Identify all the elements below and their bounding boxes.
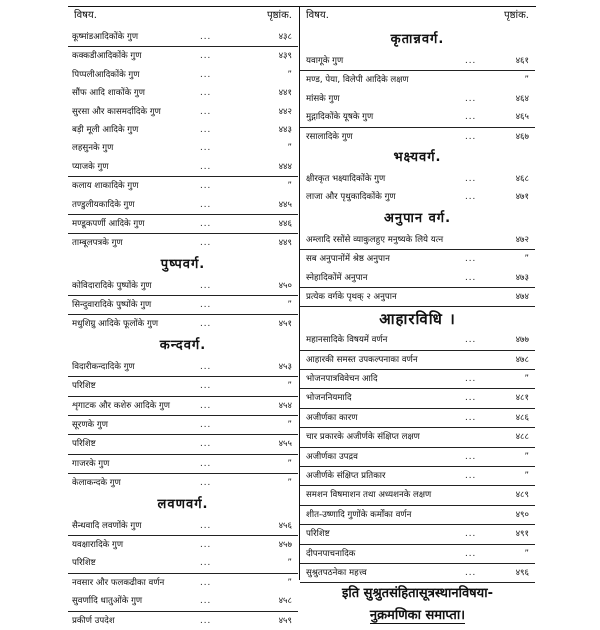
index-entry: [300, 188, 535, 206]
entry-subject: लहसुनके गुण: [72, 143, 114, 154]
entry-subject: परिशिष्ट: [72, 381, 96, 392]
index-entry: [68, 377, 298, 396]
index-entry: [300, 170, 535, 188]
entry-subject: प्याजके गुण: [72, 161, 109, 172]
entry-leader-dots: ...: [200, 478, 212, 489]
entry-leader-dots: ...: [200, 615, 212, 626]
index-entry: [68, 47, 298, 65]
entry-page-number: ४४५: [278, 199, 292, 210]
index-entry: [300, 506, 535, 525]
entry-leader-dots: ...: [465, 335, 477, 346]
colophon-line-2: [300, 605, 535, 627]
entry-page-number: ४६८: [515, 173, 529, 184]
entry-leader-dots: ...: [465, 192, 477, 203]
entry-page-number: ”: [287, 558, 292, 569]
entry-page-number: ४४९: [278, 238, 292, 249]
entry-page-number: ४७१: [515, 192, 529, 203]
entry-page-number: ”: [287, 458, 292, 469]
section-heading: पुष्पवर्ग.: [160, 256, 206, 272]
entry-leader-dots: ...: [200, 280, 212, 291]
entry-page-number: ४६७: [515, 131, 529, 142]
entry-subject: सुवर्णादि धातुओंके गुण: [72, 596, 143, 607]
entry-subject: आहारकी समस्त उपकल्पनाका वर्णन: [306, 354, 418, 365]
index-entry: [300, 564, 535, 583]
entry-page-number: ”: [287, 420, 292, 431]
entry-leader-dots: ...: [200, 539, 212, 550]
section-heading: कृतान्नवर्ग.: [390, 32, 445, 47]
index-entry: [300, 351, 535, 370]
entry-page-number: ४५६: [278, 520, 292, 531]
entry-leader-dots: ...: [200, 420, 212, 431]
entry-subject: सब अनुपानोंमें श्रेष्ठ अनुपान: [306, 254, 390, 265]
entry-subject: मण्डूकपर्णी आदिके गुण: [72, 218, 145, 229]
entry-page-number: ”: [287, 69, 292, 80]
entry-subject: प्रत्येक वर्गके पृथक् २ अनुपान: [306, 291, 397, 302]
index-entry: [300, 108, 535, 127]
entry-subject: भोजनपात्रविवेचन आदि: [306, 374, 378, 385]
entry-page-number: ”: [287, 577, 292, 588]
entry-subject: सिन्दुवारादिके पुष्पोंके गुण: [72, 300, 152, 311]
index-entry: [68, 517, 298, 536]
index-entry: [68, 416, 298, 435]
index-entry: [300, 52, 535, 71]
entry-subject: लाजा और पृथुकादिकोंके गुण: [306, 192, 396, 203]
index-entry: [68, 158, 298, 177]
index-entry: [68, 474, 298, 492]
index-entry: [300, 389, 535, 408]
entry-page-number: ”: [287, 381, 292, 392]
section-heading: लवणवर्ग.: [157, 496, 209, 512]
entry-leader-dots: ...: [200, 218, 212, 229]
entry-leader-dots: ...: [465, 529, 477, 540]
entry-page-number: ४७७: [515, 335, 529, 346]
index-entry: [68, 574, 298, 592]
entry-leader-dots: ...: [200, 381, 212, 392]
entry-leader-dots: ...: [200, 319, 212, 330]
entry-subject: अजीर्णका कारण: [306, 412, 358, 423]
entry-page-number: ४४२: [278, 106, 292, 117]
section-heading: कन्दवर्ग.: [159, 337, 207, 353]
index-entry: [300, 370, 535, 389]
entry-page-number: ४७४: [515, 291, 529, 302]
entry-subject: भोजननियमादि: [306, 393, 352, 404]
entry-subject: मधुशिग्रु आदिके फूलोंके गुण: [72, 319, 159, 330]
section-heading: आहारविधि ।: [379, 310, 456, 329]
entry-leader-dots: ...: [465, 173, 477, 184]
entry-subject: विदारीकन्दादिके गुण: [72, 361, 135, 372]
entry-leader-dots: ...: [200, 558, 212, 569]
entry-leader-dots: ...: [200, 143, 212, 154]
index-entry: [68, 139, 298, 157]
entry-subject: कक्कडीआदिकोंके गुण: [72, 51, 142, 62]
entry-subject: अजीर्णके संक्षिप्त प्रतिकार: [306, 471, 386, 482]
index-entry: [68, 121, 298, 139]
index-entry: [300, 545, 535, 564]
index-entry: [68, 196, 298, 215]
entry-subject: सुश्रुतपठनेका महत्त्व: [306, 567, 367, 578]
entry-page-number: ४३८: [278, 32, 292, 42]
entry-leader-dots: ...: [200, 439, 212, 450]
entry-page-number: ४५०: [278, 280, 292, 291]
index-entry: [68, 358, 298, 377]
entry-leader-dots: ...: [200, 124, 212, 135]
entry-subject: यवागूके गुण: [306, 56, 344, 66]
index-entry: [68, 536, 298, 554]
entry-leader-dots: ...: [200, 238, 212, 249]
right-column-header: [300, 4, 535, 28]
index-entry: [68, 612, 298, 630]
index-entry: [68, 215, 298, 234]
entry-subject: परिशिष्ट: [72, 439, 96, 450]
entry-leader-dots: ...: [200, 32, 212, 42]
entry-leader-dots: ...: [200, 458, 212, 469]
entry-page-number: ”: [524, 254, 529, 265]
entry-subject: सैन्धवादि लवणोंके गुण: [72, 520, 142, 531]
entry-subject: सुरसा और कासमर्दादिके गुण: [72, 106, 161, 117]
entry-page-number: ४८९: [515, 490, 529, 501]
entry-subject: चार प्रकारके अजीर्णके संक्षिप्त लक्षण: [306, 432, 420, 443]
entry-subject: महानसादिके विषयमें वर्णन: [306, 335, 388, 346]
entry-page-number: ”: [287, 143, 292, 154]
entry-subject: मण्ड, पेया, विलेपी आदिके लक्षण: [306, 75, 409, 86]
entry-leader-dots: ...: [200, 88, 212, 99]
entry-subject: केलाकन्दके गुण: [72, 478, 121, 489]
entry-page-number: ”: [524, 374, 529, 385]
index-entry: [300, 525, 535, 544]
entry-page-number: ४५१: [278, 319, 292, 330]
entry-leader-dots: ...: [465, 412, 477, 423]
entry-page-number: ४५४: [278, 400, 292, 411]
entry-subject: शृगाटक और कशेरु आदिके गुण: [72, 400, 171, 411]
index-entry: [300, 288, 535, 307]
entry-leader-dots: ...: [465, 56, 477, 66]
entry-page-number: ४७२: [515, 234, 529, 245]
entry-page-number: ”: [287, 300, 292, 311]
subject-header: विषय.: [306, 10, 329, 21]
entry-leader-dots: ...: [465, 112, 477, 123]
entry-page-number: ”: [524, 451, 529, 462]
entry-page-number: ४६४: [515, 93, 529, 104]
entry-subject: मांसके गुण: [306, 93, 340, 104]
entry-page-number: ४५५: [278, 439, 292, 450]
left-column-header: [68, 4, 298, 28]
entry-page-number: ४३९: [278, 51, 292, 62]
index-entry: [68, 397, 298, 416]
index-entry: [68, 28, 298, 47]
entry-page-number: ४५९: [278, 615, 292, 626]
index-entry: [300, 467, 535, 486]
entry-subject: प्रकीर्ण उपदेश: [72, 615, 115, 626]
entry-subject: रसालादिके गुण: [306, 131, 353, 142]
entry-page-number: ४७३: [515, 272, 529, 283]
colophon-line-2-text: नुक्रमणिका समाप्ता।: [369, 608, 466, 624]
entry-page-number: ४६५: [515, 112, 529, 123]
entry-leader-dots: ...: [200, 361, 212, 372]
entry-subject: पिप्पलीआदिकोंके गुण: [72, 69, 140, 80]
index-entry: [68, 66, 298, 84]
page-number-header: पृष्ठांक.: [503, 10, 529, 21]
entry-leader-dots: ...: [465, 451, 477, 462]
index-entry: [68, 84, 298, 102]
entry-subject: दीपनपाचनादिक: [306, 548, 356, 559]
entry-leader-dots: ...: [200, 577, 212, 588]
entry-leader-dots: ...: [465, 393, 477, 404]
entry-subject: समशन विषमाशन तथा अध्यशनके लक्षण: [306, 490, 432, 501]
entry-page-number: ४४६: [278, 218, 292, 229]
entry-page-number: ४८६: [515, 412, 529, 423]
index-entry: [68, 554, 298, 573]
index-entry: [300, 71, 535, 89]
section-heading: भक्ष्यवर्ग.: [393, 149, 442, 165]
entry-leader-dots: ...: [465, 471, 477, 482]
entry-leader-dots: ...: [200, 520, 212, 531]
index-entry: [300, 231, 535, 250]
entry-page-number: ”: [287, 478, 292, 489]
index-entry: [300, 486, 535, 505]
entry-subject: गाजरके गुण: [72, 458, 110, 469]
entry-page-number: ”: [524, 548, 529, 559]
entry-page-number: ४५३: [278, 361, 292, 372]
entry-page-number: ४४४: [278, 161, 292, 172]
index-entry: [68, 234, 298, 252]
left-column: [68, 4, 298, 626]
entry-page-number: ”: [524, 471, 529, 482]
entry-leader-dots: ...: [200, 400, 212, 411]
subject-header: विषय.: [74, 10, 97, 21]
index-entry: [300, 269, 535, 288]
entry-subject: नवसार और फलकढीका वर्णन: [72, 577, 165, 588]
entry-leader-dots: ...: [200, 300, 212, 311]
entry-leader-dots: ...: [200, 596, 212, 607]
entry-leader-dots: ...: [465, 131, 477, 142]
entry-subject: क्षीरकृत भक्ष्यादिकोंके गुण: [306, 173, 386, 184]
entry-subject: परिशिष्ट: [306, 529, 330, 540]
entry-page-number: ४९०: [515, 509, 529, 520]
entry-leader-dots: ...: [200, 181, 212, 192]
index-entry: [68, 277, 298, 296]
entry-subject: कलाय शाकादिके गुण: [72, 181, 139, 192]
index-entry: [300, 250, 535, 268]
colophon-line-1: इति सुश्रुतसंहितासूत्रस्थानविषया-: [342, 586, 493, 602]
index-entry: [68, 296, 298, 315]
entry-subject: तण्डुलीयकादिके गुण: [72, 199, 135, 210]
entry-leader-dots: ...: [200, 69, 212, 80]
entry-page-number: ४९६: [515, 567, 529, 578]
entry-subject: स्नेहादिकोंमें अनुपान: [306, 272, 368, 283]
entry-leader-dots: ...: [200, 199, 212, 210]
left-entry-list: [68, 28, 298, 630]
entry-subject: ताम्बूलपत्रके गुण: [72, 238, 123, 249]
entry-page-number: ४६१: [515, 56, 529, 66]
index-entry: [300, 409, 535, 428]
index-entry: [68, 592, 298, 611]
index-entry: [300, 128, 535, 146]
entry-page-number: ४७८: [515, 354, 529, 365]
right-entry-list: [300, 28, 535, 583]
entry-subject: कूष्मांडआदिकोंके गुण: [72, 32, 139, 42]
entry-page-number: ४८१: [515, 393, 529, 404]
entry-leader-dots: ...: [465, 567, 477, 578]
entry-subject: अजीर्णका उपद्रव: [306, 451, 358, 462]
entry-page-number: ४५७: [278, 539, 292, 550]
entry-leader-dots: ...: [200, 51, 212, 62]
entry-subject: मुद्गादिकोंके यूषके गुण: [306, 112, 374, 123]
index-entry: [68, 315, 298, 333]
index-entry: [68, 435, 298, 454]
entry-subject: सौंफ आदि शाकोंके गुण: [72, 88, 145, 99]
index-entry: [68, 177, 298, 195]
entry-leader-dots: ...: [465, 272, 477, 283]
entry-leader-dots: ...: [200, 161, 212, 172]
entry-subject: कोविदारादिके पुष्पोंके गुण: [72, 280, 152, 291]
section-heading: अनुपान वर्ग.: [383, 210, 452, 226]
entry-page-number: ४५८: [278, 596, 292, 607]
entry-subject: बड़ी मूली आदिके गुण: [72, 124, 139, 135]
entry-leader-dots: ...: [465, 254, 477, 265]
right-column: [300, 4, 535, 624]
index-entry: [68, 103, 298, 121]
page-number-header: पृष्ठांक.: [266, 10, 292, 21]
entry-page-number: ”: [287, 181, 292, 192]
entry-subject: परिशिष्ट: [72, 558, 96, 569]
entry-subject: शीत-उष्णादि गुणोंके कर्मोंका वर्णन: [306, 509, 412, 520]
entry-page-number: ४८८: [515, 432, 529, 443]
index-entry: [300, 428, 535, 447]
index-entry: [300, 90, 535, 108]
entry-page-number: ”: [524, 75, 529, 86]
entry-leader-dots: ...: [465, 374, 477, 385]
entry-leader-dots: ...: [200, 106, 212, 117]
entry-subject: यवक्षारादिके गुण: [72, 539, 124, 550]
entry-subject: अम्लादि रसोंसे व्याकुलहुए मनुष्यके लिये यत्न: [306, 234, 444, 245]
index-entry: [300, 331, 535, 350]
entry-leader-dots: ...: [465, 93, 477, 104]
entry-subject: सूरणके गुण: [72, 420, 108, 431]
entry-page-number: ४४३: [278, 124, 292, 135]
entry-leader-dots: ...: [465, 548, 477, 559]
index-entry: [68, 455, 298, 474]
entry-page-number: ४९१: [515, 529, 529, 540]
entry-page-number: ४४१: [278, 88, 292, 99]
index-entry: [300, 448, 535, 467]
